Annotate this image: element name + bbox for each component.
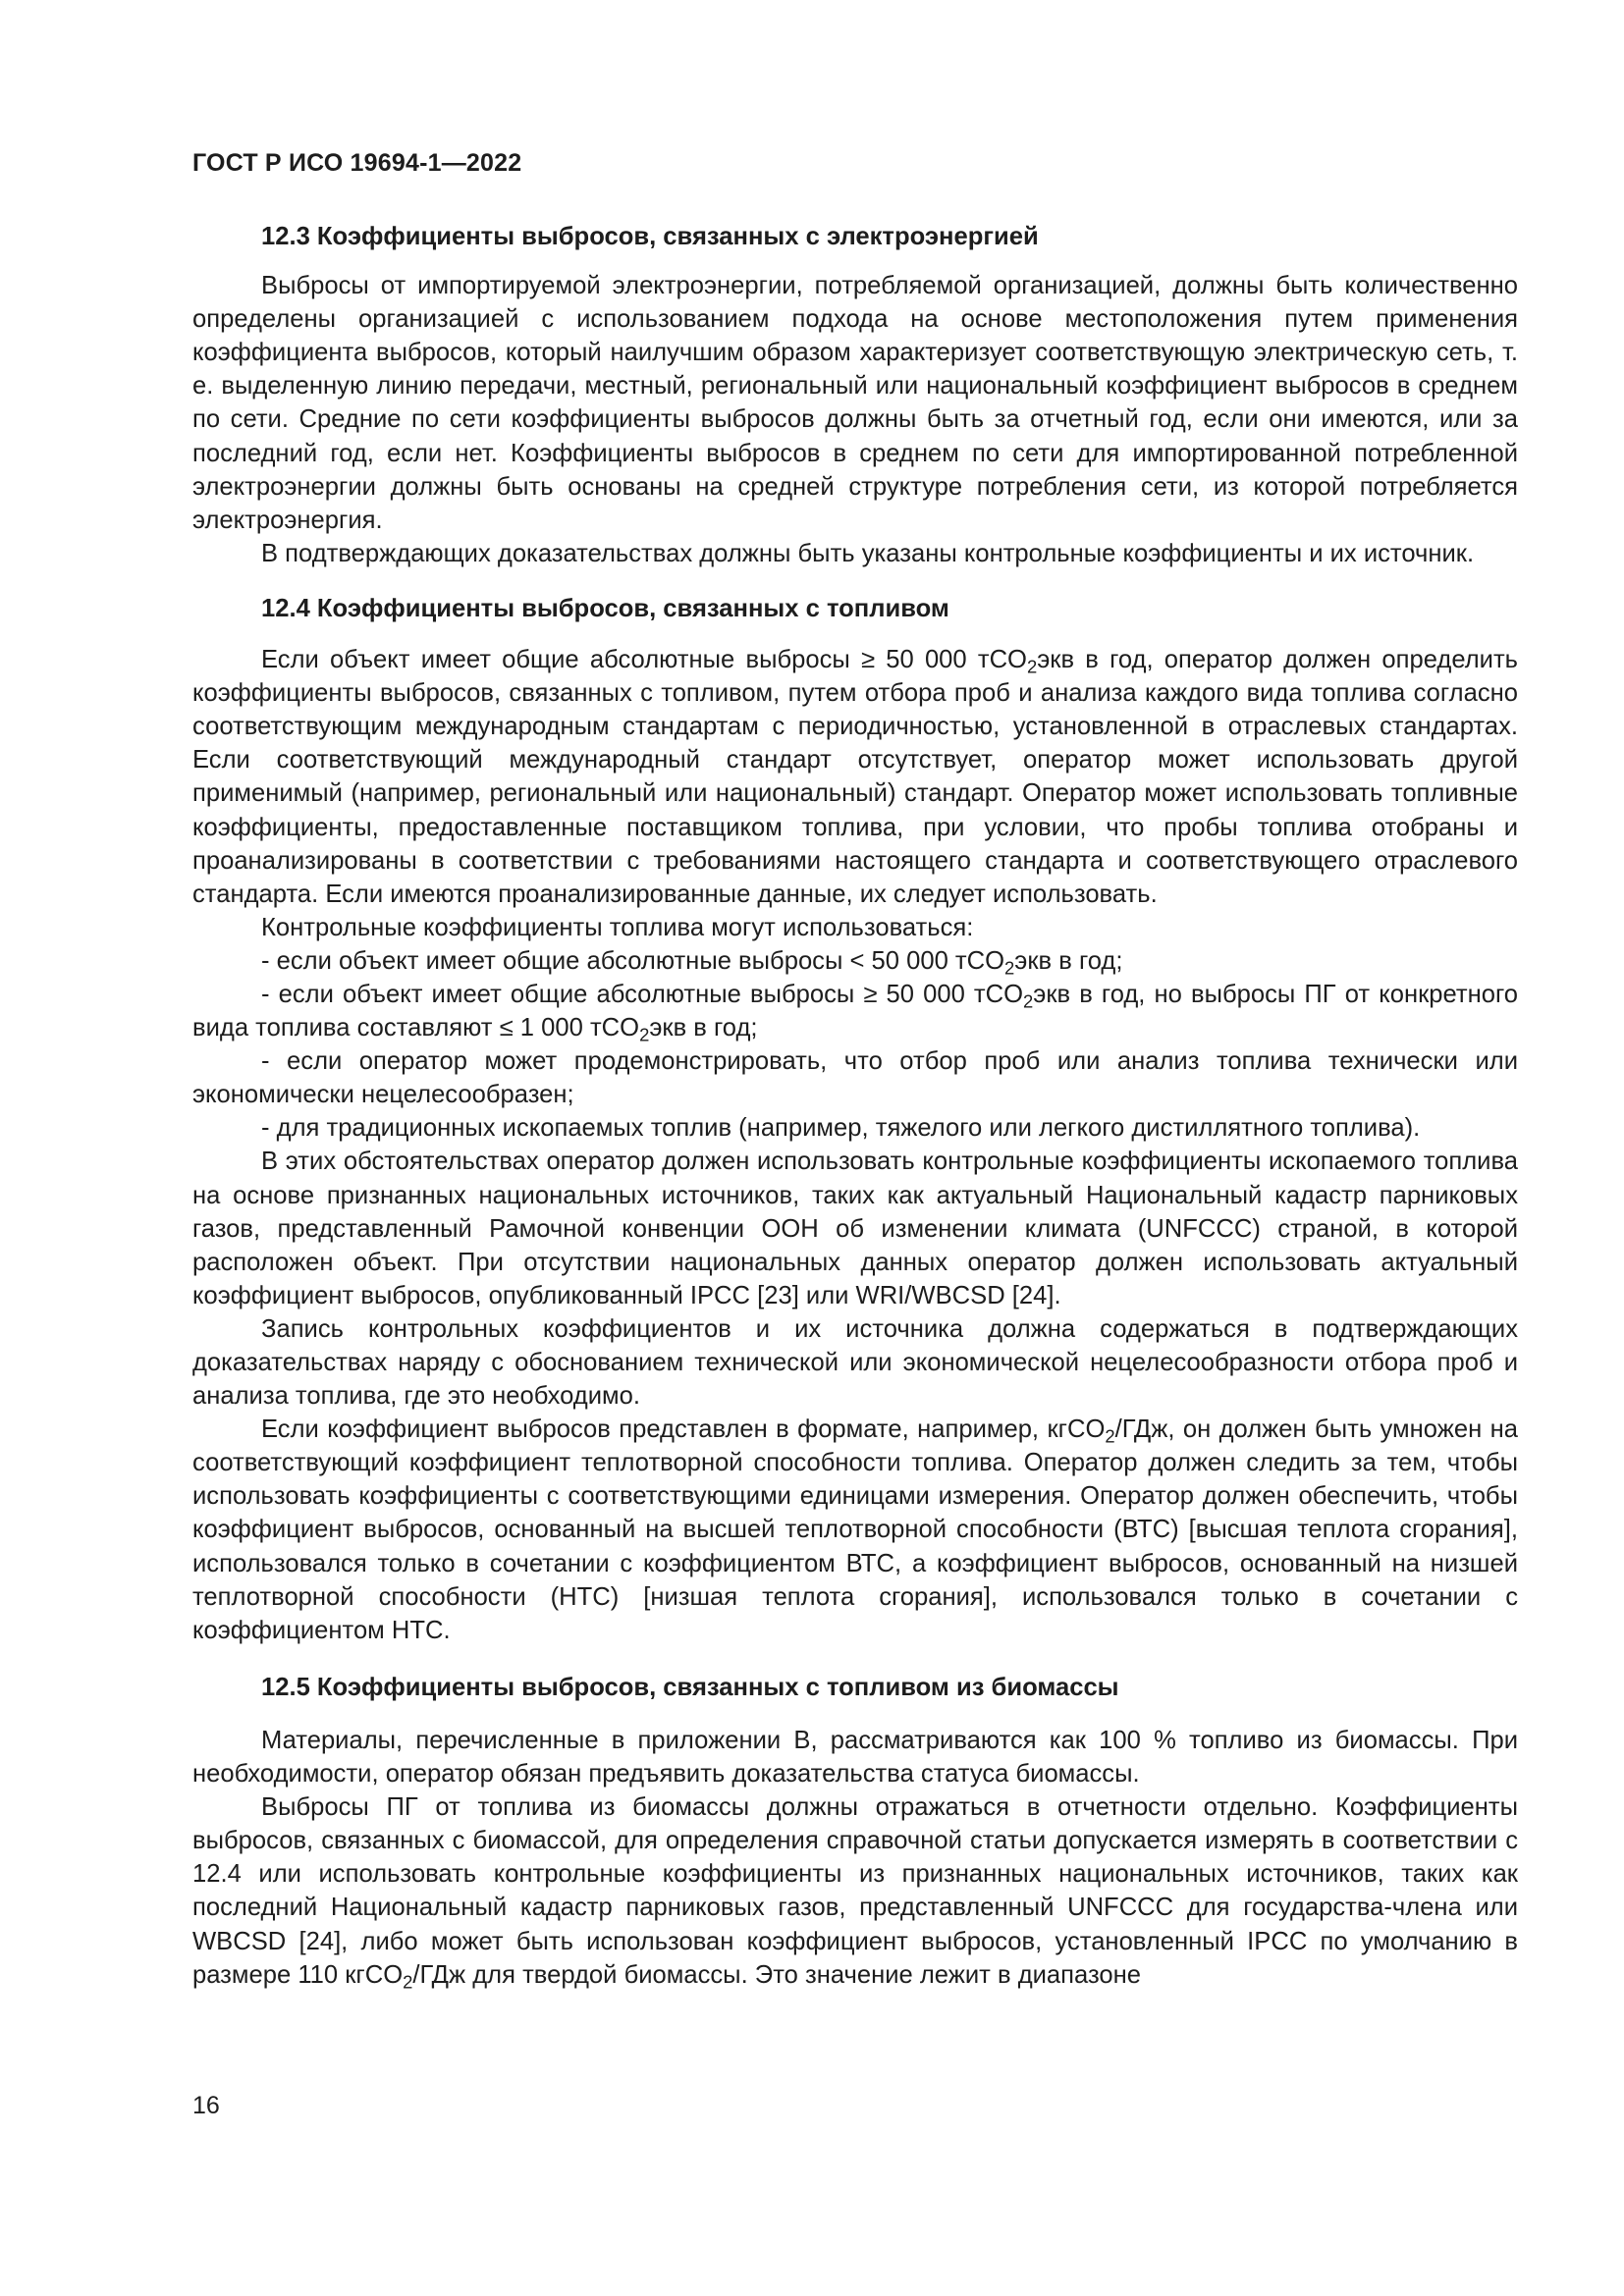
- text-run: экв в год;: [649, 1014, 758, 1042]
- document-id-header: ГОСТ Р ИСО 19694-1—2022: [192, 149, 522, 177]
- text-run: /ГДж для твердой биомассы. Это значение лежит в диапазоне: [412, 1960, 1142, 1989]
- text-run: экв в год, но выбросы ПГ от конкретного вида топлива составляют ≤ 1 000 тCO: [192, 980, 1519, 1042]
- document-body: [192, 220, 1518, 1992]
- subscript: 2: [1105, 1425, 1115, 1447]
- subscript: 2: [639, 1024, 650, 1045]
- section-heading-12-5: 12.5 Коэффициенты выбросов, связанных с топливом из биомассы: [261, 1673, 1119, 1701]
- subscript: 2: [1026, 656, 1038, 677]
- paragraph: [192, 1413, 1518, 1647]
- text-run: Выбросы ПГ от топлива из биомассы должны отражаться в отчетности отдельно. Коэффициенты выбросов, связанных с биомассой, для определения справочной статьи допускается измерять в соответствии с 12.4 или использовать контрольные коэффициенты из признанных национальных источников, таких как последний Национальный кадастр парниковых газов, представленный UNFCCC для государства-члена или WBCSD [24], либо может быть использован коэффициент выбросов, установленный IPCC по умолчанию в размере 110 кгCO: [192, 1793, 1518, 1989]
- list-item: [192, 944, 1518, 978]
- paragraph: [192, 643, 1518, 911]
- paragraph: Запись контрольных коэффициентов и их источника должна содержаться в подтверждающих доказательствах наряду с обоснованием технической или экономической нецелесообразности отбора проб и анализа топлива, где это необходимо.: [192, 1314, 1518, 1411]
- paragraph: Материалы, перечисленные в приложении В, рассматриваются как 100 % топливо из биомассы. При необходимости, оператор обязан предъявить доказательства статуса биомассы.: [192, 1726, 1518, 1789]
- text-run: Если объект имеет общие абсолютные выбросы ≥ 50 000 тCO: [261, 646, 1027, 674]
- text-run: - если объект имеет общие абсолютные выбросы ≥ 50 000 тCO: [261, 980, 1024, 1008]
- paragraph: [192, 1790, 1518, 1992]
- paragraph: Выбросы от импортируемой электроэнергии, потребляемой организацией, должны быть количественно определены организацией с использованием подхода на основе местоположения путем применения коэффициента выбросов, который наилучшим образом характеризует соответствующую электрическую сеть, т. е. выделенную линию передачи, местный, региональный или национальный коэффициент выбросов в среднем по сети. Средние по сети коэффициенты выбросов должны быть за отчетный год, если они имеются, или за последний год, если нет. Коэффициенты выбросов в среднем по сети для импортированной потребленной электроэнергии должны быть основаны на средней структуре потребления сети, из которой потребляется электроэнергия.: [192, 272, 1518, 534]
- subscript: 2: [1023, 990, 1034, 1012]
- list-item: [192, 978, 1518, 1044]
- subscript: 2: [1004, 957, 1015, 979]
- paragraph: Контрольные коэффициенты топлива могут использоваться:: [261, 913, 974, 941]
- subscript: 2: [403, 1971, 413, 1993]
- section-heading-12-4: 12.4 Коэффициенты выбросов, связанных с топливом: [261, 594, 949, 622]
- paragraph: В этих обстоятельствах оператор должен использовать контрольные коэффициенты ископаемого топлива на основе признанных национальных источников, таких как актуальный Национальный кадастр парниковых газов, представленный Рамочной конвенции ООН об изменении климата (UNFCCC) страной, в которой расположен объект. При отсутствии национальных данных оператор должен использовать актуальный коэффициент выбросов, опубликованный IPCC [23] или WRI/WBCSD [24].: [192, 1148, 1518, 1309]
- page-number: 16: [192, 2092, 220, 2119]
- section-heading-12-3: 12.3 Коэффициенты выбросов, связанных с электроэнергией: [261, 223, 1039, 250]
- list-item: - если оператор может продемонстрировать, что отбор проб или анализ топлива технически или экономически нецелесообразен;: [192, 1047, 1518, 1109]
- text-run: /ГДж, он должен быть умножен на соответствующий коэффициент теплотворной способности топлива. Оператор должен следить за тем, чтобы использовать коэффициенты с соответствующими единицами измерения. Оператор должен обеспечить, чтобы коэффициент выбросов, основанный на высшей теплотворной способности (ВТС) [высшая теплота сгорания], использовался только в сочетании с коэффициентом ВТС, а коэффициент выбросов, основанный на низшей теплотворной способности (НТС) [низшая теплота сгорания], использовался только в сочетании с коэффициентом НТС.: [192, 1415, 1518, 1644]
- paragraph: В подтверждающих доказательствах должны быть указаны контрольные коэффициенты и их источник.: [261, 539, 1475, 567]
- list-item: - для традиционных ископаемых топлив (например, тяжелого или легкого дистиллятного топлива).: [261, 1114, 1421, 1143]
- text-run: экв в год, оператор должен определить коэффициенты выбросов, связанных с топливом, путем отбора проб и анализа каждого вида топлива согласно соответствующим международным стандартам с периодичностью, установленной в отраслевых стандартах. Если соответствующий международный стандарт отсутствует, оператор может использовать другой применимый (например, региональный или национальный) стандарт. Оператор может использовать топливные коэффициенты, предоставленные поставщиком топлива, при условии, что пробы топлива отобраны и проанализированы в соответствии с требованиями настоящего стандарта и соответствующего отраслевого стандарта. Если имеются проанализированные данные, их следует использовать.: [192, 646, 1519, 908]
- text-run: экв в год;: [1014, 946, 1123, 975]
- text-run: - если объект имеет общие абсолютные выбросы < 50 000 тCO: [261, 946, 1005, 975]
- text-run: Если коэффициент выбросов представлен в формате, например, кгCO: [261, 1415, 1106, 1444]
